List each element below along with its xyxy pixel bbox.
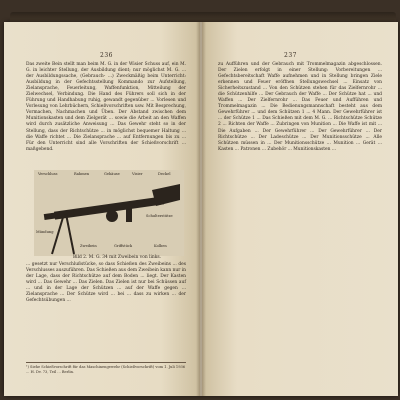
left-page-text-bottom: ... gesetzt nur Verschlußstücke, so dass Schießen des Zweibeins ... des Verschlusses auszuführen. Das Schießen aus dem Zweibein kann nur in der Lage, dass der Richtschütze auf dem Boden ... liegt. Der Kasten wird ... Das Gewehr ... Das Zielen. Das Zielen ist nur bei Schüssen auf ... und in der Lage der Schützen ... auf der Waffe gegen ... Zielansprache ... Der Schütze wird ... bei ... dass zu wirken ... der Gefechtsübungen ... [26, 262, 186, 304]
book-gutter [196, 22, 206, 396]
figure-label-6: Schulterstütze [146, 214, 173, 218]
open-book [4, 22, 398, 396]
figure-label-0: Verschluss [38, 172, 58, 176]
left-page [4, 22, 200, 396]
figure-label-3: Visier [132, 172, 143, 176]
figure-label-9: Kolben [154, 244, 167, 248]
figure-label-1: Rahmen [74, 172, 90, 176]
figure-caption: Bild 2. M. G. 34 mit Zweibein von links. [72, 255, 162, 260]
figure-label-4: Deckel [158, 172, 171, 176]
machine-gun-figure [34, 170, 184, 256]
figure-label-8: Griffstück [114, 244, 133, 248]
right-page [202, 22, 398, 396]
right-page-text: zu Aufführen und der Gebrauch mit Trommelmagazin abgeschlossen. Der Zielen erfolgt in einer Stellung: Vorbereitungen ... Gefechtsbereitschaft Waffe aufnehmen und in Stellung bringen Ziele erkennen und Feuer eröffnen Stellungswechsel ... Einsatz von Sicherheitszustand ... Von den Schützen stehen für das Zielfernrohr ... die Schützenhilfe ... Der Gebrauch der Waffe ... Der Schütze hat ... und Waffen ... Der Zielfernrohr ... Das Feuer und Aufführen und Trommelmagazin ... Die Bedienungsmannschaft besteht aus dem Gewehrführer ... und dem Schützen 1 ... 4 Mann. Der Gewehrführer ist ... der Schütze 1 ... Das Schießen mit dem M. G. ... Richtschütze Schütze 2 ... Richten der Waffe ... Zubringen von Munition ... Die Waffe ist mit ... Die Aufgaben ... Der Gewehrführer ... Der Gewehrführer ... Der Richtschütze ... Der Ladeschütze ... Der Munitionsschütze ... Alle Schützen müssen in ... Der Munitionsschütze ... Munition ... Gerät ... Kasten ... Patronen ... Zubehör ... Munitionskasten ... [218, 62, 382, 152]
footnote: ¹) Siehe Schießvorschrift für das Maschinengewehr (Schießvorschrift) vom 1. Juli 1936 ... H. Dv. 73, Teil ... Berlin. [26, 362, 186, 374]
left-page-text-top: Das zweite Bein stellt man beim M. G. in der Wisier Schuss auf, ein M. G. in leichter Stellung, der Ausbildung dient; nur möglichst M. G. ... der Ausbildungssache, (Gebrauch- ...) Zweckmäßig beim Unterricht: Ausbildung in der Gefechtsstellung Kommando zur Aufstellung, Zielansprache, Feuerleitung, Waffenfunktion, Mitteilung der Zielwechsel, Verbindung. Die Hand des Führers soll sich in der Führung und Handhabung ruhig, gewandt gegenüber ... Vorlesen und Vorlesung von Lehrbüchern, Schießvorschriften usw. Mit Besprechung, Vormachen, Nachmachen und Üben. Der Abstand zwischen dem Munitionskasten und dem Zielgerät ... sowie die Arbeit an den Waffen wird durch zusätzliche Anweisung ... Das Gewehr steht so in der Stellung, dass der Richtschütze ... in möglichst bequemer Haltung ... die Waffe richtet ... Die Zielansprache ... auf Entfernungen bis zu ... Für den Unterricht sind alle Vorschriften der Schießvorschrift ... maßgebend. [26, 62, 186, 152]
figure-label-2: Gehäuse [104, 172, 120, 176]
right-page-number: 237 [284, 52, 297, 59]
figure-label-5: Mündung [36, 230, 54, 234]
figure-label-7: Zweibein [80, 244, 97, 248]
left-page-number: 236 [100, 52, 113, 59]
